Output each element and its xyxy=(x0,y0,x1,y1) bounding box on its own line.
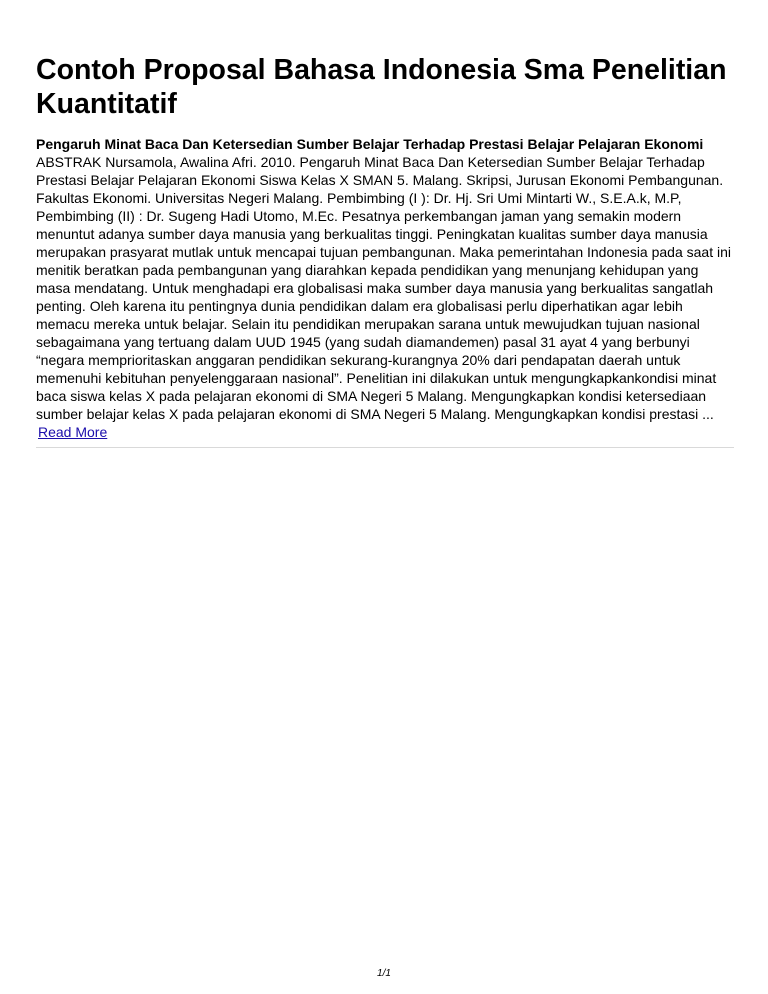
article-entry xyxy=(36,135,734,442)
document-page xyxy=(36,53,734,442)
article-divider xyxy=(36,447,734,448)
read-more-link[interactable]: Read More xyxy=(38,424,108,440)
page-number: 1/1 xyxy=(377,968,391,979)
article-abstract: ABSTRAK Nursamola, Awalina Afri. 2010. Pengaruh Minat Baca Dan Ketersedian Sumber Belajar Terhadap Prestasi Belajar Pelajaran Ekonomi Siswa Kelas X SMAN 5. Malang. Skripsi, Jurusan Ekonomi Pembangunan. Fakultas Ekonomi. Universitas Negeri Malang. Pembimbing (I ): Dr. Hj. Sri Umi Mintarti W., S.E.A.k, M.P, Pembimbing (II) : Dr. Sugeng Hadi Utomo, M.Ec. Pesatnya perkembangan jaman yang semakin modern menuntut adanya sumber daya manusia yang berkualitas tinggi. Peningkatan kualitas sumber daya manusia merupakan prasyarat mutlak untuk mencapai tujuan pembangunan. Maka pemerintahan Indonesia pada saat ini menitik beratkan pada pembangunan yang diarahkan kepada pendidikan yang menunjang kehidupan yang masa mendatang. Untuk menghadapi era globalisasi maka sumber daya manusia yang berkualitas sangatlah penting. Oleh karena itu pentingnya dunia pendidikan dalam era globalisasi perlu diperhatikan agar lebih memacu mereka untuk belajar. Selain itu pendidikan merupakan sarana untuk mewujudkan tujuan nasional sebagaimana yang tertuang dalam UUD 1945 (yang sudah diamandemen) pasal 31 ayat 4 yang berbunyi “negara memprioritaskan anggaran pendidikan sekurang-kurangnya 20% dari pendapatan daerah untuk memenuhi kebituhan penyelenggaraan nasional”. Penelitian ini dilakukan untuk mengungkapkankondisi minat baca siswa kelas X pada pelajaran ekonomi di SMA Negeri 5 Malang. Mengungkapkan kondisi ketersediaan sumber belajar kelas X pada pelajaran ekonomi di SMA Negeri 5 Malang. Mengungkapkan kondisi prestasi ... xyxy=(36,154,731,422)
article-heading: Pengaruh Minat Baca Dan Ketersedian Sumber Belajar Terhadap Prestasi Belajar Pelajaran Ekonomi xyxy=(36,136,704,152)
page-title: Contoh Proposal Bahasa Indonesia Sma Penelitian Kuantitatif xyxy=(36,54,727,120)
